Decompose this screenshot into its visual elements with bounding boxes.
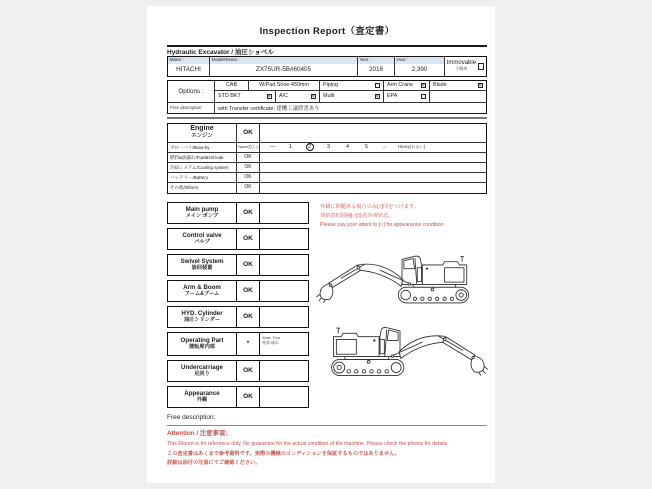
scale-value-5: 5 xyxy=(364,144,369,150)
option-piping: Piping xyxy=(319,81,383,91)
scale-arrow-icon: → xyxy=(381,144,387,150)
component-hyd-cylinder: HYD. Cylinder 油圧シリンダー OK xyxy=(167,306,309,328)
operating-part-note: Seat: Torn 座席:破れ xyxy=(262,334,281,345)
option-empty xyxy=(429,91,486,102)
advisory-line-en: Please pay your attent to [○] for appearance condition. xyxy=(320,222,445,228)
epa-checkbox[interactable] xyxy=(421,94,427,100)
arm-crane-checkbox[interactable]: × xyxy=(421,82,425,89)
option-epa: EPA xyxy=(383,91,429,102)
hour-label: Hour : xyxy=(395,57,444,64)
appearance-advisory-note xyxy=(320,204,445,231)
arm-boom-status: OK xyxy=(237,281,260,301)
component-appearance: Appearance 外観 OK xyxy=(167,386,309,408)
battery-row: バッテリー/Battery OK xyxy=(168,173,486,183)
others-row: その他/Others OK xyxy=(168,183,486,193)
attention-line-ja-1: この査定書はあくまで参考資料です。実際の機械のコンディションを保証するものではありません。 xyxy=(167,450,400,457)
machine-info-table xyxy=(167,56,487,77)
undercarriage-status: OK xyxy=(237,361,260,381)
option-arm-crane: Arm Crane × xyxy=(383,81,429,91)
hour-cell xyxy=(395,57,445,76)
year-value: 2016 xyxy=(368,65,383,73)
footer-divider xyxy=(167,425,487,426)
blow-by-row xyxy=(168,143,486,153)
multi-checkbox[interactable]: × xyxy=(375,93,379,100)
maker-value: HITACHI xyxy=(176,65,201,73)
options-table xyxy=(167,80,487,114)
year-label: Year : xyxy=(358,57,394,64)
component-status-list xyxy=(167,202,309,408)
excavator-drawing-facing-right xyxy=(305,310,495,388)
attention-block xyxy=(167,430,487,467)
scale-heavy-label: Heavy(おおい) xyxy=(398,144,426,149)
machine-type-heading: Hydraulic Excavator / 油圧ショベル xyxy=(167,49,274,56)
engine-title: Engine エンジン xyxy=(168,124,237,142)
option-shoe: W/Pad Shoe 450mm xyxy=(248,81,319,91)
immovable-sublabel: 不動車 xyxy=(455,67,468,72)
option-ac: A/C × xyxy=(275,91,319,102)
component-control-valve: Control valve バルブ OK xyxy=(167,228,309,250)
engine-status: OK xyxy=(237,124,260,142)
operating-part-status: * xyxy=(237,333,260,355)
main-pump-status: OK xyxy=(237,203,260,223)
blade-checkbox[interactable]: × xyxy=(478,82,482,89)
appearance-status: OK xyxy=(237,387,260,407)
scale-value-1: 1 xyxy=(288,144,293,150)
scale-value-3: 3 xyxy=(326,144,331,150)
attention-line-en: This Report is for reference only. No guarantee for the actual condition of the machine. Please check the photos for details. xyxy=(167,441,449,447)
ac-checkbox[interactable]: × xyxy=(311,93,315,100)
fuel-oil-leak-row: 燃料&油漏れ/Fuel&Oil leak OK xyxy=(168,153,486,163)
free-description-row xyxy=(168,102,486,113)
engine-header-row xyxy=(168,124,486,143)
component-arm-boom: Arm & Boom アーム&ブーム OK xyxy=(167,280,309,302)
scale-dash: — xyxy=(270,144,276,150)
scale-value-4: 4 xyxy=(345,144,350,150)
immovable-checkbox[interactable] xyxy=(478,63,485,70)
component-main-pump: Main pump メイン ポンプ OK xyxy=(167,202,309,224)
cooling-system-row: 冷却システム/Cooling system OK xyxy=(168,163,486,173)
attention-line-ja-2: 詳細は添付の写真にてご確認ください。 xyxy=(167,460,261,466)
blow-by-label: ブローバイ/Blow-by xyxy=(168,143,237,152)
immovable-cell xyxy=(445,57,486,76)
std-bkt-checkbox[interactable]: × xyxy=(267,93,271,100)
maker-label: Maker : xyxy=(168,57,209,64)
advisory-line-ja: 外観に問題ある場合のみ[○]印をつけます。 xyxy=(320,204,419,210)
piping-checkbox[interactable] xyxy=(375,83,381,89)
option-multi: Multi × xyxy=(319,91,383,102)
scale-value-2: 2 xyxy=(306,143,314,151)
options-row-2 xyxy=(215,91,486,102)
maker-cell xyxy=(168,57,210,76)
component-operating-part: Operating Part 運転席内部 * Seat: Torn 座席:破れ xyxy=(167,332,309,356)
section-divider xyxy=(167,117,487,119)
page-title: Inspection Report（査定書） xyxy=(259,26,395,37)
control-valve-status: OK xyxy=(237,229,260,249)
option-blade: Blade × xyxy=(429,81,486,91)
attention-title: Attention / 注意事項： xyxy=(167,429,232,437)
year-cell xyxy=(358,57,395,76)
option-cab: CAB xyxy=(225,82,238,89)
title-divider xyxy=(167,45,487,47)
model-serial-value: ZX75UR-5B#60405 xyxy=(256,65,311,73)
engine-table xyxy=(167,123,487,194)
footer-free-description-label: Free description: xyxy=(167,413,216,421)
model-serial-cell xyxy=(210,57,358,76)
free-description-label: Free description xyxy=(168,103,215,113)
blow-by-none-label: None(なし) xyxy=(237,143,260,152)
options-label: Options : xyxy=(168,81,215,102)
component-undercarriage: Undercarriage 足回り OK xyxy=(167,360,309,382)
option-std-bkt: STD BKT × xyxy=(218,93,271,100)
engine-header-notes xyxy=(260,124,486,142)
inspection-report-document xyxy=(147,6,495,483)
advisory-line-zh: 请留意红圆圈[○]处的外观状态。 xyxy=(320,213,394,219)
hyd-cylinder-status: OK xyxy=(237,307,260,327)
immovable-label: Immovable xyxy=(446,60,477,67)
options-row-1 xyxy=(215,81,486,92)
hour-value: 2,390 xyxy=(411,65,428,73)
swivel-system-status: OK xyxy=(237,255,260,275)
model-serial-label: Model#Serial : xyxy=(210,57,357,64)
component-swivel-system: Swivel System 旋回装置 OK xyxy=(167,254,309,276)
free-description-value: with Transfer certificate: 建機工譲渡書あり xyxy=(218,105,320,112)
blow-by-scale xyxy=(260,143,486,152)
excavator-drawing-facing-left xyxy=(309,240,495,314)
